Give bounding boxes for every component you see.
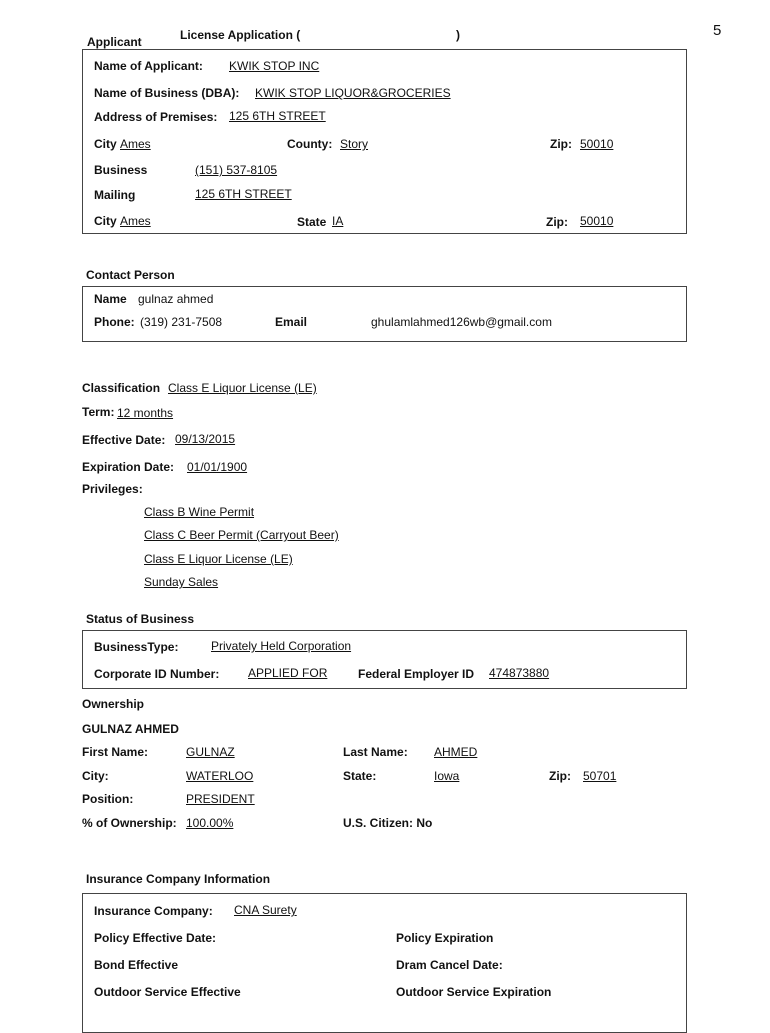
business-type-value: Privately Held Corporation <box>211 639 352 653</box>
insurance-company-label: Insurance Company: <box>94 904 213 918</box>
insurance-company-value: CNA Surety <box>234 903 297 917</box>
contact-name-label: Name <box>94 292 127 306</box>
policy-effective-label: Policy Effective Date: <box>94 931 217 945</box>
contact-email-value: ghulamlahmed126wb@gmail.com <box>371 315 552 329</box>
contact-phone-label: Phone: <box>94 315 135 329</box>
business-phone-value: (151) 537-8105 <box>195 163 278 177</box>
county-value: Story <box>340 137 369 151</box>
contact-person-heading: Contact Person <box>86 268 175 282</box>
owner-zip-label: Zip: <box>549 769 571 783</box>
contact-name-value: gulnaz ahmed <box>138 292 214 306</box>
position-label: Position: <box>82 792 134 806</box>
privilege-item: Class B Wine Permit <box>144 505 255 519</box>
contact-phone-value: (319) 231-7508 <box>140 315 223 329</box>
mail-zip-value: 50010 <box>580 214 614 228</box>
ownership-pct-label: % of Ownership: <box>82 816 177 830</box>
federal-employer-id-label: Federal Employer ID <box>358 667 475 681</box>
zip-label: Zip: <box>550 137 572 151</box>
dba-value: KWIK STOP LIQUOR&GROCERIES <box>255 86 451 100</box>
name-of-applicant-label: Name of Applicant: <box>94 59 203 73</box>
county-label: County: <box>287 137 333 151</box>
license-application-close: ) <box>456 28 460 42</box>
effective-date-label: Effective Date: <box>82 433 166 447</box>
state-value: IA <box>332 214 344 228</box>
mailing-label: Mailing <box>94 188 136 202</box>
owner-name: GULNAZ AHMED <box>82 722 179 736</box>
state-label: State <box>297 215 327 229</box>
contact-email-label: Email <box>275 315 308 329</box>
privileges-label: Privileges: <box>82 482 143 496</box>
first-name-label: First Name: <box>82 745 149 759</box>
address-label: Address of Premises: <box>94 110 218 124</box>
ownership-heading: Ownership <box>82 697 145 711</box>
us-citizen-label: U.S. Citizen: No <box>343 816 433 830</box>
expiration-date-value: 01/01/1900 <box>187 460 248 474</box>
zip-value: 50010 <box>580 137 614 151</box>
page-number: 5 <box>713 22 722 39</box>
owner-city-label: City: <box>82 769 109 783</box>
expiration-date-label: Expiration Date: <box>82 460 175 474</box>
mail-zip-label: Zip: <box>546 215 568 229</box>
business-type-label: BusinessType: <box>94 640 179 654</box>
mail-city-label: City <box>94 214 117 228</box>
outdoor-service-expiration-label: Outdoor Service Expiration <box>396 985 552 999</box>
privilege-item: Class E Liquor License (LE) <box>144 552 293 566</box>
owner-city-value: WATERLOO <box>186 769 254 783</box>
outdoor-service-effective-label: Outdoor Service Effective <box>94 985 241 999</box>
term-label: Term: <box>82 405 115 419</box>
name-of-applicant-value: KWIK STOP INC <box>229 59 320 73</box>
term-value: 12 months <box>117 406 174 420</box>
privilege-item: Class C Beer Permit (Carryout Beer) <box>144 528 339 542</box>
position-value: PRESIDENT <box>186 792 255 806</box>
address-value: 125 6TH STREET <box>229 109 326 123</box>
privilege-item: Sunday Sales <box>144 575 219 589</box>
classification-value: Class E Liquor License (LE) <box>168 381 317 395</box>
owner-zip-value: 50701 <box>583 769 617 783</box>
corporate-id-label: Corporate ID Number: <box>94 667 220 681</box>
effective-date-value: 09/13/2015 <box>175 432 236 446</box>
last-name-value: AHMED <box>434 745 478 759</box>
dram-cancel-label: Dram Cancel Date: <box>396 958 503 972</box>
first-name-value: GULNAZ <box>186 745 235 759</box>
federal-employer-id-value: 474873880 <box>489 666 550 680</box>
license-application-title: License Application ( <box>180 28 301 42</box>
dba-label: Name of Business (DBA): <box>94 86 240 100</box>
bond-effective-label: Bond Effective <box>94 958 179 972</box>
applicant-heading: Applicant <box>87 35 142 49</box>
mailing-value: 125 6TH STREET <box>195 187 292 201</box>
status-heading: Status of Business <box>86 612 195 626</box>
policy-expiration-label: Policy Expiration <box>396 931 494 945</box>
mail-city-value: Ames <box>120 214 151 228</box>
owner-state-label: State: <box>343 769 377 783</box>
owner-state-value: Iowa <box>434 769 460 783</box>
classification-label: Classification <box>82 381 161 395</box>
insurance-heading: Insurance Company Information <box>86 872 271 886</box>
corporate-id-value: APPLIED FOR <box>248 666 328 680</box>
city-label: City <box>94 137 117 151</box>
city-value: Ames <box>120 137 151 151</box>
business-phone-label: Business <box>94 163 148 177</box>
ownership-pct-value: 100.00% <box>186 816 234 830</box>
last-name-label: Last Name: <box>343 745 408 759</box>
